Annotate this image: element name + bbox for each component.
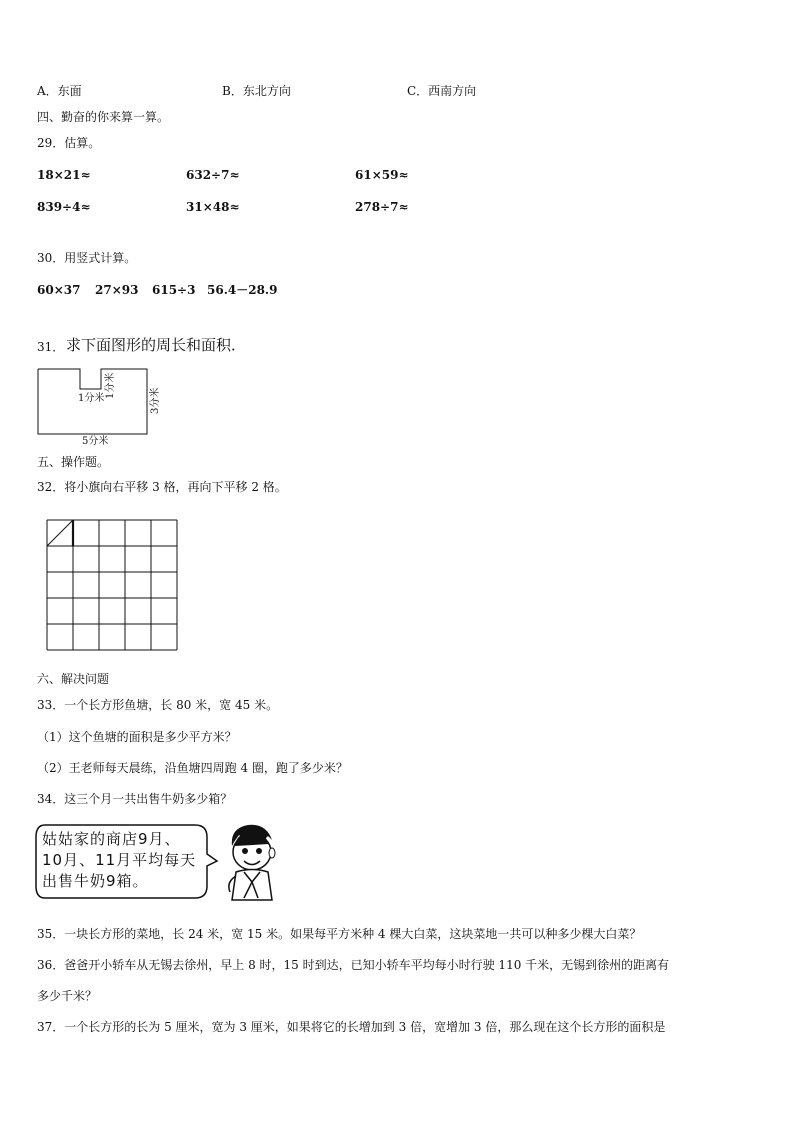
q29-item-6: 278÷7≈ <box>355 200 409 214</box>
q29-item-4: 839÷4≈ <box>37 200 91 214</box>
q29-item-2: 632÷7≈ <box>186 168 240 182</box>
q29-title: 29．估算。 <box>37 136 101 150</box>
q31-number: 31． <box>37 340 65 354</box>
q35-text: 35．一块长方形的菜地，长 24 米，宽 15 米。如果每平方米种 4 棵大白菜，这块菜地一共可以种多少棵大白菜？ <box>37 927 642 941</box>
q32-grid <box>46 519 178 649</box>
option-b: B．东北方向 <box>222 84 291 98</box>
q31-width-label: 5分米 <box>82 436 109 447</box>
q32-title: 32．将小旗向右平移 3 格，再向下平移 2 格。 <box>37 480 287 494</box>
section-6-heading: 六、解决问题 <box>37 672 110 686</box>
section-5-heading: 五、操作题。 <box>37 455 110 469</box>
q30-item-4: 56.4－28.9 <box>207 283 278 297</box>
q31-title: 求下面图形的周长和面积． <box>66 336 247 354</box>
option-a: A．东面 <box>37 84 82 98</box>
q31-notch-depth-label: 1分米 <box>105 372 116 399</box>
q36-line-2: 多少千米？ <box>37 989 98 1003</box>
q29-item-5: 31×48≈ <box>186 200 240 214</box>
q29-item-1: 18×21≈ <box>37 168 91 182</box>
q33-title: 33．一个长方形鱼塘，长 80 米，宽 45 米。 <box>37 698 279 712</box>
bubble-line-1: 姑姑家的商店9月、 <box>42 830 181 848</box>
boy-illustration <box>222 820 282 902</box>
q30-item-3: 615÷3 <box>152 283 196 297</box>
q33-part-2: （2）王老师每天晨练，沿鱼塘四周跑 4 圈，跑了多少米？ <box>37 761 348 775</box>
bubble-line-2: 10月、11月平均每天 <box>42 851 197 869</box>
flag-diagonal <box>47 520 73 546</box>
section-4-heading: 四、勤奋的你来算一算。 <box>37 110 170 124</box>
q33-part-1: （1）这个鱼塘的面积是多少平方米？ <box>37 730 237 744</box>
q34-title: 34．这三个月一共出售牛奶多少箱？ <box>37 792 233 806</box>
q30-title: 30．用竖式计算。 <box>37 251 137 265</box>
q37-text: 37．一个长方形的长为 5 厘米，宽为 3 厘米，如果将它的长增加到 3 倍，宽增加 3 倍，那么现在这个长方形的面积是 <box>37 1020 666 1034</box>
q30-item-1: 60×37 <box>37 283 81 297</box>
q30-item-2: 27×93 <box>95 283 139 297</box>
option-c: C．西南方向 <box>407 84 477 98</box>
q31-notch-width-label: 1分米 <box>78 393 105 404</box>
q36-line-1: 36．爸爸开小轿车从无锡去徐州，早上 8 时，15 时到达，已知小轿车平均每小时行驶 110 千米，无锡到徐州的距离有 <box>37 958 670 972</box>
q29-item-3: 61×59≈ <box>355 168 409 182</box>
bubble-line-3: 出售牛奶9箱。 <box>42 872 149 890</box>
q31-height-label: 3分米 <box>150 387 161 414</box>
